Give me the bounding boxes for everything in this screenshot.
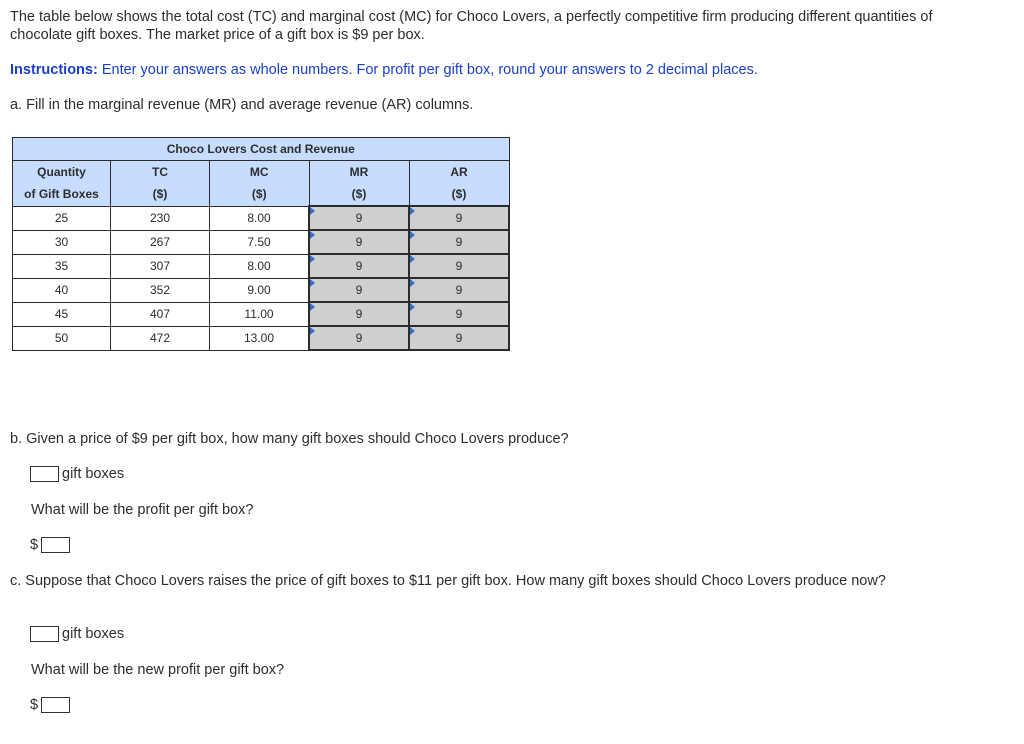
mr-value: 9 — [355, 211, 363, 225]
header-mr-unit: ($) — [309, 183, 409, 206]
ar-value: 9 — [455, 211, 463, 225]
part-c-profit-question: What will be the new profit per gift box? — [31, 662, 285, 678]
ar-input-cell[interactable] — [409, 230, 509, 254]
mc-cell: 8.00 — [210, 254, 310, 278]
quantity-cell: 40 — [13, 278, 111, 302]
answer-marker-icon — [310, 303, 315, 311]
answer-marker-icon — [410, 207, 415, 215]
part-a-question: a. Fill in the marginal revenue (MR) and average revenue (AR) columns. — [10, 97, 474, 113]
part-b-quantity-answer — [30, 466, 124, 482]
header-tc-unit: ($) — [111, 183, 210, 206]
answer-marker-icon — [310, 279, 315, 287]
table-row — [13, 278, 510, 302]
header-tc: TC — [111, 161, 210, 184]
quantity-cell: 45 — [13, 302, 111, 326]
part-b-question: b. Given a price of $9 per gift box, how many gift boxes should Choco Lovers produce? — [10, 431, 569, 447]
part-c-quantity-input[interactable] — [30, 626, 59, 642]
dollar-sign: $ — [30, 697, 39, 713]
table-row — [13, 206, 510, 230]
tc-cell: 352 — [111, 278, 210, 302]
part-b-profit-input[interactable] — [41, 537, 70, 553]
tc-cell: 407 — [111, 302, 210, 326]
header-ar: AR — [409, 161, 509, 184]
quantity-cell: 50 — [13, 326, 111, 350]
instructions — [10, 61, 758, 79]
part-c-question: c. Suppose that Choco Lovers raises the price of gift boxes to $11 per gift box. How many gift boxes should Choco Lovers produce now? — [10, 573, 886, 589]
tc-cell: 267 — [111, 230, 210, 254]
mc-cell: 8.00 — [210, 206, 310, 230]
mr-value: 9 — [355, 259, 363, 273]
part-b-quantity-input[interactable] — [30, 466, 59, 482]
quantity-cell: 30 — [13, 230, 111, 254]
table-row — [13, 254, 510, 278]
mr-input-cell[interactable] — [309, 230, 409, 254]
answer-marker-icon — [410, 231, 415, 239]
ar-input-cell[interactable] — [409, 278, 509, 302]
ar-value: 9 — [455, 283, 463, 297]
part-c-profit-input[interactable] — [41, 697, 70, 713]
header-quantity: Quantity — [13, 161, 111, 184]
answer-marker-icon — [310, 231, 315, 239]
mr-value: 9 — [355, 283, 363, 297]
ar-value: 9 — [455, 259, 463, 273]
cost-revenue-table — [12, 137, 510, 351]
mr-input-cell[interactable] — [309, 326, 409, 350]
tc-cell: 307 — [111, 254, 210, 278]
mc-cell: 13.00 — [210, 326, 310, 350]
header-mc: MC — [210, 161, 310, 184]
dollar-sign: $ — [30, 537, 39, 553]
part-c-profit-answer — [30, 697, 73, 713]
header-mr: MR — [309, 161, 409, 184]
mr-input-cell[interactable] — [309, 302, 409, 326]
mr-value: 9 — [355, 331, 363, 345]
mc-cell: 11.00 — [210, 302, 310, 326]
answer-marker-icon — [310, 327, 315, 335]
answer-marker-icon — [310, 255, 315, 263]
ar-value: 9 — [455, 331, 463, 345]
part-b-profit-question: What will be the profit per gift box? — [31, 502, 254, 518]
mr-input-cell[interactable] — [309, 254, 409, 278]
mr-input-cell[interactable] — [309, 278, 409, 302]
header-mc-unit: ($) — [210, 183, 310, 206]
answer-marker-icon — [310, 207, 315, 215]
quantity-cell: 35 — [13, 254, 111, 278]
instructions-label: Instructions: — [10, 62, 98, 78]
table-row — [13, 302, 510, 326]
ar-value: 9 — [455, 307, 463, 321]
ar-input-cell[interactable] — [409, 254, 509, 278]
ar-input-cell[interactable] — [409, 326, 509, 350]
intro-text: The table below shows the total cost (TC) and marginal cost (MC) for Choco Lovers, a perfectly competitive firm producing different quantities of chocolate gift boxes. The market price of a gift box is $9 per box. — [10, 9, 933, 43]
mr-input-cell[interactable] — [309, 206, 409, 230]
table-row — [13, 326, 510, 350]
mc-cell: 7.50 — [210, 230, 310, 254]
part-b-profit-answer — [30, 537, 73, 553]
answer-marker-icon — [410, 327, 415, 335]
ar-input-cell[interactable] — [409, 302, 509, 326]
mc-cell: 9.00 — [210, 278, 310, 302]
quantity-cell: 25 — [13, 206, 111, 230]
header-ar-unit: ($) — [409, 183, 509, 206]
answer-marker-icon — [410, 303, 415, 311]
mr-value: 9 — [355, 235, 363, 249]
part-b-unit-label: gift boxes — [62, 466, 125, 482]
part-c-unit-label: gift boxes — [62, 626, 125, 642]
ar-value: 9 — [455, 235, 463, 249]
tc-cell: 230 — [111, 206, 210, 230]
table-row — [13, 230, 510, 254]
tc-cell: 472 — [111, 326, 210, 350]
header-quantity-unit: of Gift Boxes — [13, 183, 111, 206]
answer-marker-icon — [410, 255, 415, 263]
mr-value: 9 — [355, 307, 363, 321]
part-c-quantity-answer — [30, 626, 124, 642]
instructions-text: Enter your answers as whole numbers. For profit per gift box, round your answers to 2 decimal places. — [97, 62, 758, 78]
answer-marker-icon — [410, 279, 415, 287]
ar-input-cell[interactable] — [409, 206, 509, 230]
table-title: Choco Lovers Cost and Revenue — [13, 138, 510, 161]
